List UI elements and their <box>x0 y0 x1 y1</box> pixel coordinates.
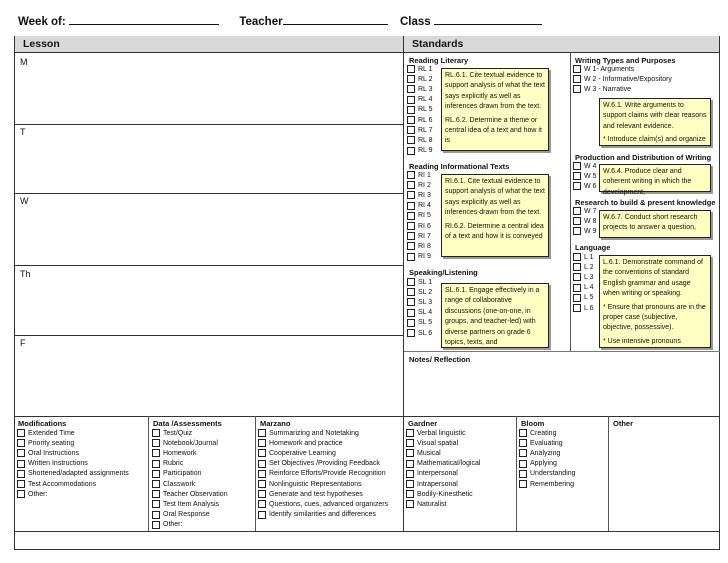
research-note: W.6.7. Conduct short research projects to answer a question, <box>599 210 711 238</box>
reading-literary-list <box>407 64 433 156</box>
standard-checkbox-row[interactable]: SL 5 <box>407 318 432 328</box>
standard-checkbox-row[interactable]: RL 5 <box>407 105 433 115</box>
writing-types-title: Writing Types and Purposes <box>575 56 676 65</box>
checkbox[interactable] <box>407 222 415 230</box>
checkbox[interactable] <box>407 232 415 240</box>
checkbox[interactable] <box>152 490 160 498</box>
checkbox-row[interactable]: Musical <box>406 448 480 458</box>
checkbox[interactable] <box>573 284 581 292</box>
checkbox-row[interactable]: Verbal linguistic <box>406 428 480 438</box>
checkbox[interactable] <box>152 460 160 468</box>
checkbox[interactable] <box>573 182 581 190</box>
checkbox[interactable] <box>573 263 581 271</box>
checkbox-row[interactable]: Shortened/adapted assignments <box>17 469 129 479</box>
checkbox-row[interactable]: Classwork <box>152 479 228 489</box>
checkbox-row[interactable]: Questions, cues, advanced organizers <box>258 499 388 509</box>
checkbox-row[interactable]: Applying <box>519 459 576 469</box>
standard-checkbox-row[interactable]: L 1 <box>573 252 593 262</box>
checkbox[interactable] <box>407 253 415 261</box>
checkbox[interactable] <box>407 85 415 93</box>
standard-checkbox-row[interactable]: W 2 - Informative/Expository <box>573 74 672 84</box>
checkbox[interactable] <box>573 253 581 261</box>
col-divider <box>255 416 256 531</box>
checkbox[interactable] <box>407 75 415 83</box>
checkbox[interactable] <box>406 490 414 498</box>
standard-checkbox-row[interactable]: RL 8 <box>407 135 433 145</box>
checkbox[interactable] <box>407 242 415 250</box>
checkbox[interactable] <box>406 449 414 457</box>
speaking-listening-title: Speaking/Listening <box>409 268 478 277</box>
standard-checkbox-row[interactable]: RL 6 <box>407 115 433 125</box>
checkbox[interactable] <box>258 480 266 488</box>
standard-checkbox-row[interactable]: RL 9 <box>407 146 433 156</box>
checkbox[interactable] <box>258 511 266 519</box>
checkbox[interactable] <box>573 207 581 215</box>
standard-checkbox-row[interactable]: W 5 <box>573 171 596 181</box>
checkbox-row[interactable]: Remembering <box>519 479 576 489</box>
checkbox[interactable] <box>407 202 415 210</box>
day-tuesday: T <box>20 127 26 137</box>
checkbox[interactable] <box>17 490 25 498</box>
checkbox[interactable] <box>17 429 25 437</box>
standard-checkbox-row[interactable]: RL 3 <box>407 84 433 94</box>
standard-checkbox-row[interactable]: W 9 <box>573 226 596 236</box>
checkbox-row[interactable]: Bodily-Kinesthetic <box>406 489 480 499</box>
teacher-label: Teacher <box>239 16 283 28</box>
standard-checkbox-row[interactable]: RI 5 <box>407 211 431 221</box>
notes-divider <box>404 351 720 352</box>
checkbox-row[interactable]: Visual spatial <box>406 438 480 448</box>
standard-checkbox-row[interactable]: W 4 <box>573 161 596 171</box>
gardner-list <box>406 428 480 510</box>
checkbox[interactable] <box>573 304 581 312</box>
checkbox-row[interactable]: Nonlinguistic Representations <box>258 479 388 489</box>
standard-checkbox-row[interactable]: W 7 <box>573 206 596 216</box>
bloom-list <box>519 428 576 489</box>
checkbox-row[interactable]: Test Item Analysis <box>152 499 228 509</box>
checkbox-row[interactable]: Rubric <box>152 459 228 469</box>
checkbox[interactable] <box>152 521 160 529</box>
day-friday: F <box>20 338 26 348</box>
checkbox[interactable] <box>406 429 414 437</box>
checkbox[interactable] <box>407 191 415 199</box>
checkbox[interactable] <box>17 470 25 478</box>
checkbox[interactable] <box>573 75 581 83</box>
research-list <box>573 206 596 237</box>
checkbox[interactable] <box>407 181 415 189</box>
bottom-row-end <box>14 531 720 532</box>
checkbox[interactable] <box>406 460 414 468</box>
class-label: Class <box>400 16 431 28</box>
week-label: Week of: <box>18 16 66 28</box>
col-divider <box>148 416 149 531</box>
checkbox-row[interactable]: Interpersonal <box>406 469 480 479</box>
checkbox-row[interactable]: Summarizing and Notetaking <box>258 428 388 438</box>
modifications-list <box>17 428 129 499</box>
week-field[interactable] <box>69 14 219 25</box>
other-title: Other <box>613 419 634 428</box>
checkbox[interactable] <box>407 116 415 124</box>
day-divider <box>14 124 403 125</box>
checkbox-row[interactable]: Analyzing <box>519 448 576 458</box>
checkbox[interactable] <box>573 172 581 180</box>
lesson-header: Lesson <box>15 36 403 53</box>
checkbox[interactable] <box>17 439 25 447</box>
standard-checkbox-row[interactable]: SL 3 <box>407 297 432 307</box>
checkbox[interactable] <box>407 147 415 155</box>
standard-checkbox-row[interactable]: RI 4 <box>407 201 431 211</box>
checkbox[interactable] <box>407 298 415 306</box>
checkbox-row[interactable]: Understanding <box>519 469 576 479</box>
checkbox[interactable] <box>407 288 415 296</box>
notes-area[interactable] <box>405 366 718 414</box>
day-wednesday: W <box>20 196 29 206</box>
teacher-field[interactable] <box>283 14 388 25</box>
language-note: L.6.1. Demonstrate command of the conventions of standard English grammar and usage when writing or speaking. * Ensure that pronouns are in the proper case (subjective, objective, possessive). * Use intensive pronouns <box>599 255 711 348</box>
checkbox[interactable] <box>258 439 266 447</box>
checkbox-row[interactable]: Extended Time <box>17 428 129 438</box>
standard-checkbox-row[interactable]: W 1- Arguments <box>573 64 672 74</box>
standard-checkbox-row[interactable]: RI 8 <box>407 241 431 251</box>
checkbox[interactable] <box>573 273 581 281</box>
checkbox[interactable] <box>573 162 581 170</box>
checkbox-row[interactable]: Set Objectives /Providing Feedback <box>258 459 388 469</box>
checkbox[interactable] <box>407 329 415 337</box>
checkbox[interactable] <box>152 511 160 519</box>
checkbox[interactable] <box>407 319 415 327</box>
standard-checkbox-row[interactable]: L 3 <box>573 272 593 282</box>
reading-informational-list <box>407 170 431 262</box>
checkbox[interactable] <box>519 439 527 447</box>
checkbox[interactable] <box>406 439 414 447</box>
standard-checkbox-row[interactable]: RI 7 <box>407 231 431 241</box>
language-list <box>573 252 593 313</box>
standard-checkbox-row[interactable]: RL 1 <box>407 64 433 74</box>
standard-checkbox-row[interactable]: RL 7 <box>407 125 433 135</box>
checkbox[interactable] <box>573 85 581 93</box>
writing-types-note: W.6.1. Write arguments to support claims with clear reasons and relevant evidence. * Introduce claim(s) and organize <box>599 98 711 146</box>
checkbox[interactable] <box>407 212 415 220</box>
standard-checkbox-row[interactable]: RI 9 <box>407 252 431 262</box>
standard-checkbox-row[interactable]: SL 4 <box>407 308 432 318</box>
checkbox[interactable] <box>573 217 581 225</box>
checkbox[interactable] <box>519 429 527 437</box>
reading-literary-note: RL.6.1. Cite textual evidence to support analysis of what the text says explicitly as well as inferences drawn from the text. RL.6.2. Determine a theme or central idea of a text and how it is <box>441 68 549 151</box>
day-divider <box>14 193 403 194</box>
data-assessments-list <box>152 428 228 530</box>
standard-checkbox-row[interactable]: RI 3 <box>407 190 431 200</box>
notes-reflection-title: Notes/ Reflection <box>409 355 471 364</box>
checkbox-row[interactable]: Homework and practice <box>258 438 388 448</box>
checkbox[interactable] <box>17 460 25 468</box>
standard-checkbox-row[interactable]: SL 1 <box>407 277 432 287</box>
reading-literary-title: Reading Literary <box>409 56 469 65</box>
checkbox[interactable] <box>407 106 415 114</box>
checkbox-row[interactable]: Evaluating <box>519 438 576 448</box>
day-monday: M <box>20 57 28 67</box>
checkbox[interactable] <box>519 480 527 488</box>
checkbox[interactable] <box>17 449 25 457</box>
checkbox[interactable] <box>152 429 160 437</box>
checkbox[interactable] <box>258 470 266 478</box>
checkbox[interactable] <box>519 470 527 478</box>
standard-checkbox-row[interactable]: RI 6 <box>407 221 431 231</box>
standard-checkbox-row[interactable]: SL 2 <box>407 287 432 297</box>
standards-divider <box>570 53 571 352</box>
research-title: Research to build & present knowledge <box>575 198 716 207</box>
checkbox[interactable] <box>152 439 160 447</box>
checkbox-row[interactable]: Written Instructions <box>17 459 129 469</box>
standard-checkbox-row[interactable]: RI 1 <box>407 170 431 180</box>
checkbox[interactable] <box>573 294 581 302</box>
checkbox[interactable] <box>152 500 160 508</box>
checkbox-row[interactable]: Other: <box>17 489 129 499</box>
checkbox[interactable] <box>407 65 415 73</box>
checkbox[interactable] <box>407 126 415 134</box>
checkbox-row[interactable]: Participation <box>152 469 228 479</box>
checkbox-row[interactable]: Test Accommodations <box>17 479 129 489</box>
production-title: Production and Distribution of Writing <box>575 153 712 162</box>
checkbox[interactable] <box>406 480 414 488</box>
writing-types-list <box>573 64 672 95</box>
reading-informational-note: RI.6.1. Cite textual evidence to support analysis of what the text says explicitly as well as inferences drawn from the text. RI.6.2. Determine a central idea of a text and how it is conveyed <box>441 174 549 257</box>
checkbox[interactable] <box>407 309 415 317</box>
checkbox[interactable] <box>519 460 527 468</box>
checkbox[interactable] <box>406 470 414 478</box>
col-divider <box>403 416 404 531</box>
col-divider <box>608 416 609 531</box>
checkbox[interactable] <box>407 278 415 286</box>
checkbox-row[interactable]: Naturalist <box>406 499 480 509</box>
standard-checkbox-row[interactable]: SL 6 <box>407 328 432 338</box>
checkbox-row[interactable]: Homework <box>152 448 228 458</box>
standards-header: Standards <box>404 36 719 53</box>
day-thursday: Th <box>20 269 31 279</box>
checkbox[interactable] <box>573 227 581 235</box>
checkbox[interactable] <box>407 171 415 179</box>
gardner-title: Gardner <box>408 419 438 428</box>
checkbox-row[interactable]: Creating <box>519 428 576 438</box>
standard-checkbox-row[interactable]: RL 4 <box>407 95 433 105</box>
checkbox[interactable] <box>152 480 160 488</box>
checkbox[interactable] <box>258 449 266 457</box>
production-note: W.6.4. Produce clear and coherent writing in which the development, <box>599 164 711 192</box>
checkbox-row[interactable]: Cooperative Learning <box>258 448 388 458</box>
checkbox-row[interactable]: Other: <box>152 520 228 530</box>
class-field[interactable] <box>434 14 542 25</box>
day-divider <box>14 265 403 266</box>
checkbox-row[interactable]: Identify similarities and differences <box>258 510 388 520</box>
modifications-title: Modifications <box>18 419 67 428</box>
standard-checkbox-row[interactable]: W 6 <box>573 181 596 191</box>
main-divider <box>403 36 404 416</box>
checkbox-row[interactable]: Teacher Observation <box>152 489 228 499</box>
checkbox[interactable] <box>407 136 415 144</box>
language-title: Language <box>575 243 611 252</box>
checkbox[interactable] <box>258 460 266 468</box>
checkbox[interactable] <box>407 96 415 104</box>
standard-checkbox-row[interactable]: L 6 <box>573 303 593 313</box>
checkbox[interactable] <box>258 429 266 437</box>
standard-checkbox-row[interactable]: W 8 <box>573 216 596 226</box>
checkbox-row[interactable]: Oral Instructions <box>17 448 129 458</box>
standard-checkbox-row[interactable]: L 2 <box>573 262 593 272</box>
checkbox-row[interactable]: Intrapersonal <box>406 479 480 489</box>
checkbox-row[interactable]: Test/Quiz <box>152 428 228 438</box>
checkbox[interactable] <box>152 449 160 457</box>
speaking-listening-list <box>407 277 432 338</box>
standard-checkbox-row[interactable]: W 3 - Narrative <box>573 84 672 94</box>
day-divider <box>14 335 403 336</box>
standard-checkbox-row[interactable]: L 5 <box>573 293 593 303</box>
marzano-list <box>258 428 388 520</box>
checkbox-row[interactable]: Reinforce Efforts/Provide Recognition <box>258 469 388 479</box>
standard-checkbox-row[interactable]: RL 2 <box>407 74 433 84</box>
marzano-title: Marzano <box>260 419 291 428</box>
checkbox[interactable] <box>152 470 160 478</box>
checkbox[interactable] <box>258 490 266 498</box>
checkbox[interactable] <box>17 480 25 488</box>
checkbox[interactable] <box>573 65 581 73</box>
checkbox[interactable] <box>406 500 414 508</box>
checkbox[interactable] <box>519 449 527 457</box>
bottom-divider <box>14 416 720 417</box>
production-list <box>573 161 596 192</box>
checkbox[interactable] <box>258 500 266 508</box>
header-line <box>18 14 542 28</box>
checkbox-row[interactable]: Priority seating <box>17 438 129 448</box>
checkbox-row[interactable]: Oral Response <box>152 510 228 520</box>
checkbox-row[interactable]: Generate and test hypotheses <box>258 489 388 499</box>
standard-checkbox-row[interactable]: RI 2 <box>407 180 431 190</box>
speaking-listening-note: SL.6.1. Engage effectively in a range of collaborative discussions (one-on-one, in groups, and teacher-led) with diverse partners on grade 6 topics, texts, and <box>441 283 549 348</box>
reading-informational-title: Reading Informational Texts <box>409 162 510 171</box>
checkbox-row[interactable]: Mathematical/logical <box>406 459 480 469</box>
checkbox-row[interactable]: Notebook/Journal <box>152 438 228 448</box>
bloom-title: Bloom <box>521 419 545 428</box>
data-assessments-title: Data /Assessments <box>153 419 222 428</box>
standard-checkbox-row[interactable]: L 4 <box>573 283 593 293</box>
col-divider <box>516 416 517 531</box>
